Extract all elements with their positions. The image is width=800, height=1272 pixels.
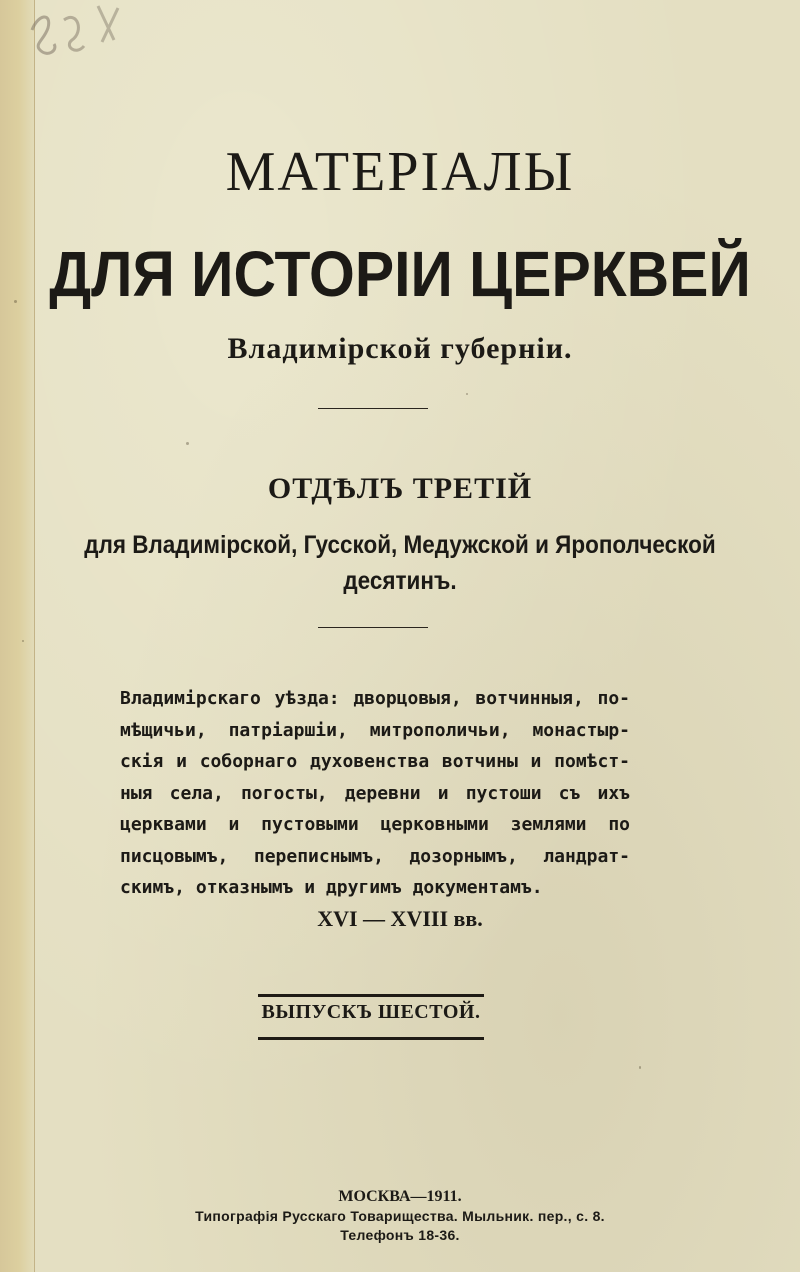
- description-line: Владимірскаго уѣзда: дворцовыя, вотчинныя, по-: [120, 688, 630, 709]
- imprint-press: Типографія Русскаго Товарищества. Мыльник. пер., с. 8.: [195, 1208, 605, 1224]
- issue-label: ВЫПУСКЪ ШЕСТОЙ.: [261, 1001, 481, 1023]
- divider-rule-top: [318, 408, 428, 409]
- imprint-phone: Телефонъ 18-36.: [340, 1227, 460, 1243]
- description-line: писцовымъ, переписнымъ, дозорнымъ, ландрат-: [120, 845, 630, 867]
- section-subtitle-line-2: десятинъ.: [343, 567, 457, 595]
- description-paragraph: [120, 683, 630, 904]
- description-line: скимъ, отказнымъ и другимъ документамъ.: [120, 877, 543, 898]
- date-range: XVI — XVIII вв.: [317, 906, 483, 931]
- description-line: церквами и пустовыми церковными землями по: [120, 814, 630, 835]
- section-subtitle: [40, 527, 760, 599]
- section-subtitle-line-1: для Владимірской, Гусской, Медужской и Ярополческой: [84, 531, 716, 559]
- description-line: скія и соборнаго духовенства вотчины и помѣст-: [120, 751, 630, 772]
- section-title: ОТДѢЛЪ ТРЕТІЙ: [267, 472, 533, 505]
- title-line-2: ДЛЯ ИСТОРІИ ЦЕРКВЕЙ: [49, 238, 751, 310]
- description-line: мѣщичьи, патріаршіи, митрополичьи, монастыр-: [120, 719, 630, 741]
- imprint-city-year: МОСКВА—1911.: [338, 1188, 462, 1205]
- handwritten-mark: [18, 0, 138, 75]
- title-line-3: Владимірской губерніи.: [227, 332, 573, 365]
- title-line-1: МАТЕРІАЛЫ: [225, 141, 575, 203]
- issue-box: [258, 994, 484, 1040]
- description-line: ныя села, погосты, деревни и пустоши съ ихъ: [120, 782, 630, 804]
- divider-rule-middle: [318, 627, 428, 628]
